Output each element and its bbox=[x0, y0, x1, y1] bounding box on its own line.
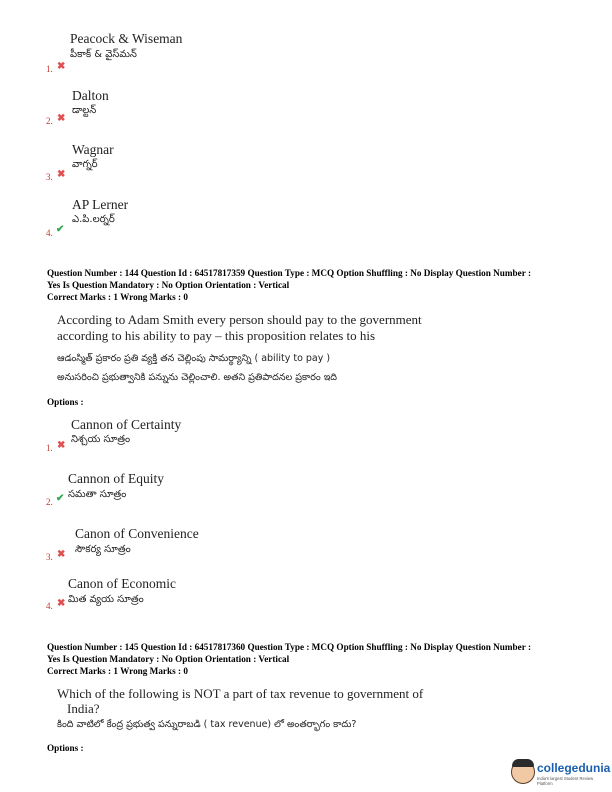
q144-option-4-number: 4. bbox=[46, 601, 53, 611]
q144-marks: Correct Marks : 1 Wrong Marks : 0 bbox=[47, 292, 188, 302]
collegedunia-logo bbox=[511, 758, 611, 788]
q144-question-line-1: According to Adam Smith every person should pay to the government bbox=[57, 312, 422, 327]
q145-question-line-2: India? bbox=[67, 701, 100, 716]
q143-option-1-text: Peacock & Wiseman bbox=[70, 31, 183, 46]
q143-option-2-telugu: డాల్టన్ bbox=[72, 105, 97, 116]
q144-meta-line-1: Question Number : 144 Question Id : 64517817359 Question Type : MCQ Option Shuffling : No Display Question Number : bbox=[47, 268, 532, 278]
q143-option-4-text: AP Lerner bbox=[72, 197, 129, 212]
correct-check-icon: ✔ bbox=[56, 224, 65, 235]
wrong-cross-icon: ✖ bbox=[57, 113, 66, 124]
q144-option-1-text: Cannon of Certainty bbox=[71, 417, 182, 432]
q143-option-3-telugu: వాగ్నర్ bbox=[72, 159, 98, 170]
q144-option-3-telugu: సౌకర్య సూత్రం bbox=[75, 544, 131, 555]
q143-option-1-telugu: పీకాక్ & వైస్‌మన్ bbox=[70, 49, 137, 60]
q144-option-2-number: 2. bbox=[46, 497, 53, 507]
correct-check-icon: ✔ bbox=[56, 493, 65, 504]
q144-options-label: Options : bbox=[47, 397, 84, 407]
q143-option-2-number: 2. bbox=[46, 116, 53, 126]
q145-meta-line-1: Question Number : 145 Question Id : 64517817360 Question Type : MCQ Option Shuffling : No Display Question Number : bbox=[47, 642, 532, 652]
wrong-cross-icon: ✖ bbox=[57, 169, 66, 180]
q143-option-4-telugu: ఎ.పి.లర్నర్ bbox=[72, 214, 115, 225]
q144-option-1-telugu: నిశ్చయ సూత్రం bbox=[71, 434, 131, 445]
q145-marks: Correct Marks : 1 Wrong Marks : 0 bbox=[47, 666, 188, 676]
q144-option-3-number: 3. bbox=[46, 552, 53, 562]
q144-meta-line-2: Yes Is Question Mandatory : No Option Orientation : Vertical bbox=[47, 280, 290, 290]
logo-tagline: India's largest Student Review Platform bbox=[537, 776, 594, 786]
q144-option-1-number: 1. bbox=[46, 443, 53, 453]
q145-question-line-1: Which of the following is NOT a part of tax revenue to government of bbox=[57, 686, 424, 701]
q144-question-telugu-2: అనుసరించి ప్రభుత్వానికి పన్నును చెల్లించాలి. అతని ప్రతిపాదనల ప్రకారం ఇది bbox=[57, 372, 337, 383]
q143-option-3-number: 3. bbox=[46, 172, 53, 182]
q145-options-label: Options : bbox=[47, 743, 84, 753]
q144-option-4-telugu: మిత వ్యయ సూత్రం bbox=[68, 594, 144, 605]
q145-question-telugu-1: కింది వాటిలో కేంద్ర ప్రభుత్వ పన్నురాబడి ( tax revenue) లో అంతర్భాగం కాదు? bbox=[57, 719, 357, 730]
q143-option-4-number: 4. bbox=[46, 228, 53, 238]
wrong-cross-icon: ✖ bbox=[57, 598, 66, 609]
q144-question-line-2: according to his ability to pay – this proposition relates to his bbox=[57, 328, 376, 343]
q145-meta-line-2: Yes Is Question Mandatory : No Option Orientation : Vertical bbox=[47, 654, 290, 664]
q143-option-1-number: 1. bbox=[46, 64, 53, 74]
q144-question-telugu-1: ఆడంస్మిత్ ప్రకారం ప్రతి వ్యక్తి తన చెల్లింపు సామర్థ్యాన్ని ( ability to pay ) bbox=[57, 353, 331, 364]
mascot-hair-icon bbox=[512, 759, 534, 767]
q144-option-3-text: Canon of Convenience bbox=[75, 526, 199, 541]
q143-option-3-text: Wagnar bbox=[72, 142, 114, 157]
wrong-cross-icon: ✖ bbox=[57, 440, 66, 451]
q143-option-2-text: Dalton bbox=[72, 88, 109, 103]
q144-option-2-telugu: సమతా సూత్రం bbox=[68, 489, 127, 500]
q144-option-4-text: Canon of Economic bbox=[68, 576, 176, 591]
q144-option-2-text: Cannon of Equity bbox=[68, 471, 164, 486]
logo-brand-text: collegedunia bbox=[537, 761, 611, 775]
wrong-cross-icon: ✖ bbox=[57, 61, 66, 72]
wrong-cross-icon: ✖ bbox=[57, 549, 66, 560]
